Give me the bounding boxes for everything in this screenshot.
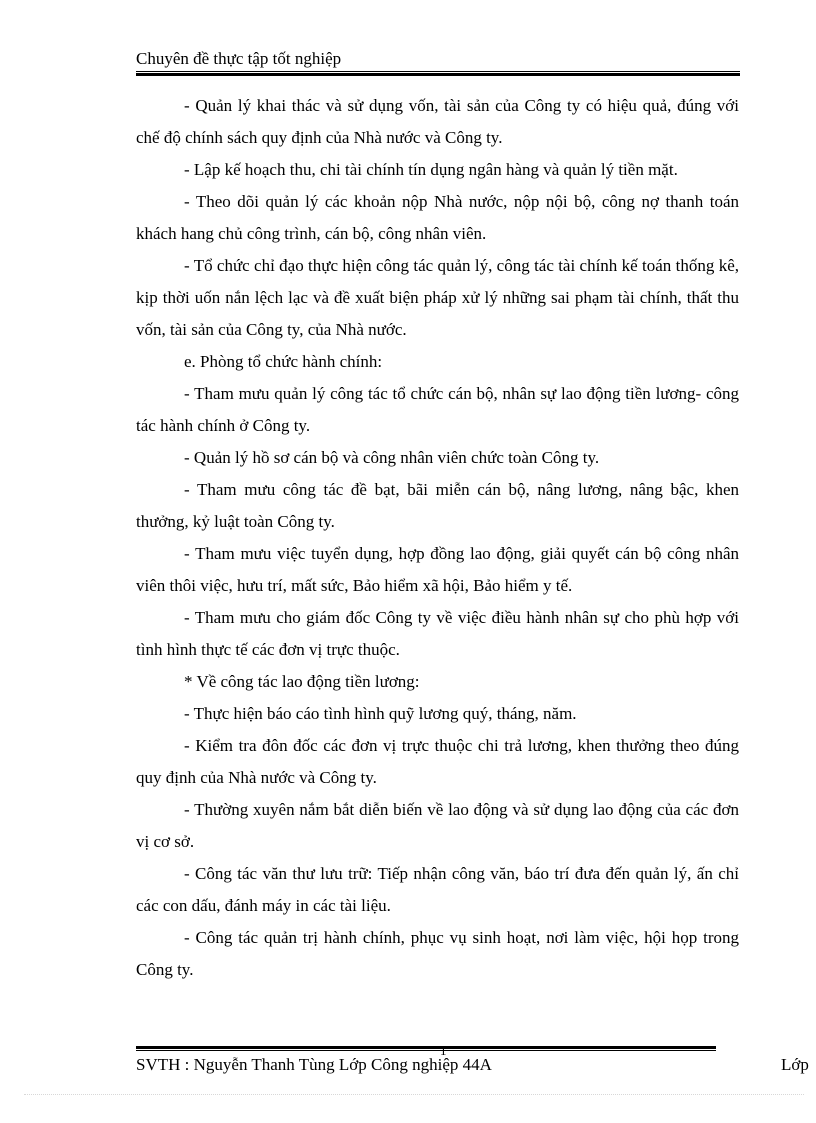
section-heading: * Về công tác lao động tiền lương: <box>184 672 420 691</box>
paragraph: - Quản lý khai thác và sử dụng vốn, tài sản của Công ty có hiệu quả, đúng với chế độ chính sách quy định của Nhà nước và Công ty. <box>136 96 739 147</box>
footer-right-text: Lớp <box>781 1055 809 1074</box>
page-header-title: Chuyên đề thực tập tốt nghiệp <box>136 49 342 68</box>
header-rule-thick <box>136 73 740 76</box>
paragraph: - Lập kế hoạch thu, chi tài chính tín dụng ngân hàng và quản lý tiền mặt. <box>184 160 678 179</box>
paragraph: - Thường xuyên nắm bắt diễn biến về lao động và sử dụng lao động của các đơn vị cơ sở. <box>136 800 739 851</box>
page-number: 1 <box>440 1043 447 1058</box>
paragraph: - Theo dõi quản lý các khoản nộp Nhà nước, nộp nội bộ, công nợ thanh toán khách hang chủ công trình, cán bộ, công nhân viên. <box>136 192 739 243</box>
document-body <box>136 90 739 986</box>
paragraph: - Công tác văn thư lưu trữ: Tiếp nhận công văn, báo trí đưa đến quản lý, ấn chỉ các con dấu, đánh máy in các tài liệu. <box>136 864 739 915</box>
paragraph: - Tổ chức chỉ đạo thực hiện công tác quản lý, công tác tài chính kế toán thống kê, kịp thời uốn nắn lệch lạc và đề xuất biện pháp xử lý những sai phạm tài chính, thất thu vốn, tài sản của Công ty, của Nhà nước. <box>136 256 739 339</box>
paragraph: - Thực hiện báo cáo tình hình quỹ lương quý, tháng, năm. <box>184 704 577 723</box>
footer-rule-thin <box>136 1050 716 1051</box>
footer-rule-thick <box>136 1046 716 1049</box>
paragraph: - Công tác quản trị hành chính, phục vụ sinh hoạt, nơi làm việc, hội họp trong Công ty. <box>136 928 739 979</box>
paragraph: - Tham mưu việc tuyển dụng, hợp đồng lao động, giải quyết cán bộ công nhân viên thôi việc, hưu trí, mất sức, Bảo hiểm xã hội, Bảo hiểm y tế. <box>136 544 739 595</box>
paragraph: - Tham mưu quản lý công tác tổ chức cán bộ, nhân sự lao động tiền lương- công tác hành chính ở Công ty. <box>136 384 739 435</box>
header-rule-thin <box>136 71 740 72</box>
paragraph: - Quản lý hồ sơ cán bộ và công nhân viên chức toàn Công ty. <box>184 448 600 467</box>
paragraph: - Tham mưu cho giám đốc Công ty về việc điều hành nhân sự cho phù hợp với tình hình thực tế các đơn vị trực thuộc. <box>136 608 739 659</box>
paragraph: - Kiểm tra đôn đốc các đơn vị trực thuộc chi trả lương, khen thưởng theo đúng quy định của Nhà nước và Công ty. <box>136 736 739 787</box>
page-bottom-dotted-border <box>24 1094 804 1095</box>
paragraph: - Tham mưu công tác đề bạt, bãi miễn cán bộ, nâng lương, nâng bậc, khen thưởng, kỷ luật toàn Công ty. <box>136 480 739 531</box>
section-heading: e. Phòng tổ chức hành chính: <box>184 352 383 371</box>
footer-student-info: SVTH : Nguyễn Thanh Tùng Lớp Công nghiệp 44A <box>136 1055 492 1074</box>
